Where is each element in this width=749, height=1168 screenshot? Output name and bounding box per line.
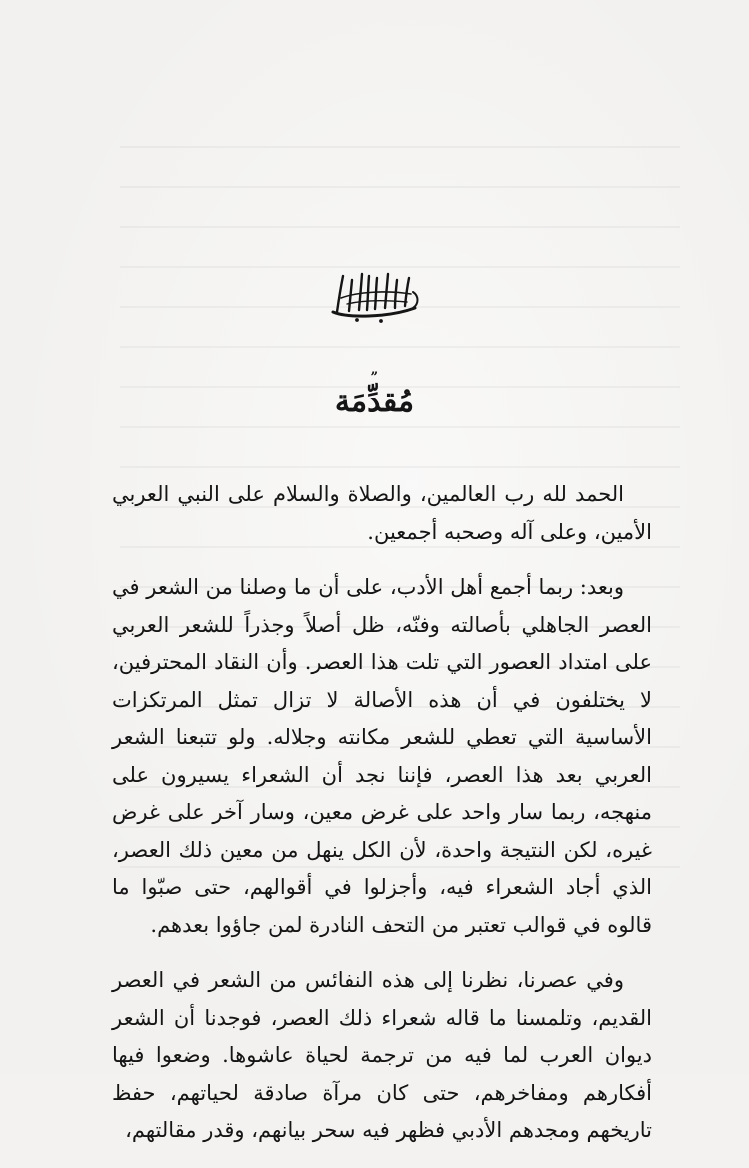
title-ornament: ˮ	[370, 370, 379, 386]
paragraph-heritage: وبعد: ربما أجمع أهل الأدب، على أن ما وصلنا من الشعر في العصر الجاهلي بأصالته وفنّه، ظل أصلاً وجذراً للشعر العربي على امتداد العصور التي تلت هذا العصر. وأن النقاد المحترفين، لا يختلفون في أن هذه الأصالة لا تزال تمثل المرتكزات الأساسية التي تعطي للشعر مكانته وجلاله. ولو تتبعنا الشعر العربي بعد هذا العصر، فإننا نجد أن الشعراء يسيرون على منهجه، ربما سار واحد على غرض معين، وسار آخر على غرض غيره، لكن النتيجة واحدة، لأن الكل ينهل من معين ذلك العصر، الذي أجاد الشعراء فيه، وأجزلوا في أقوالهم، حتى صبّوا ما قالوه في قوالب تعتبر من التحف النادرة لمن جاؤوا بعدهم.	[112, 575, 652, 937]
chapter-title-text: مُقدِّمَة	[334, 384, 415, 419]
body-text	[112, 476, 652, 1168]
paragraph-opening: الحمد لله رب العالمين، والصلاة والسلام على النبي العربي الأمين، وعلى آله وصحبه أجمعين.	[112, 482, 652, 544]
chapter-title	[0, 370, 749, 419]
paragraph-our-era: وفي عصرنا، نظرنا إلى هذه النفائس من الشعر في العصر القديم، وتلمسنا ما قاله شعراء ذلك العصر، فوجدنا أن الشعر ديوان العرب لما فيه من ترجمة لحياة عاشوها. وضعوا فيها أفكارهم ومفاخرهم، حتى كان مرآة صادقة لحياتهم، حفظ تاريخهم ومجدهم الأدبي فظهر فيه سحر بيانهم، وقدر مقالتهم،	[112, 968, 652, 1142]
basmala-calligraphy-image	[327, 268, 423, 324]
basmala-calligraphy	[0, 268, 749, 328]
